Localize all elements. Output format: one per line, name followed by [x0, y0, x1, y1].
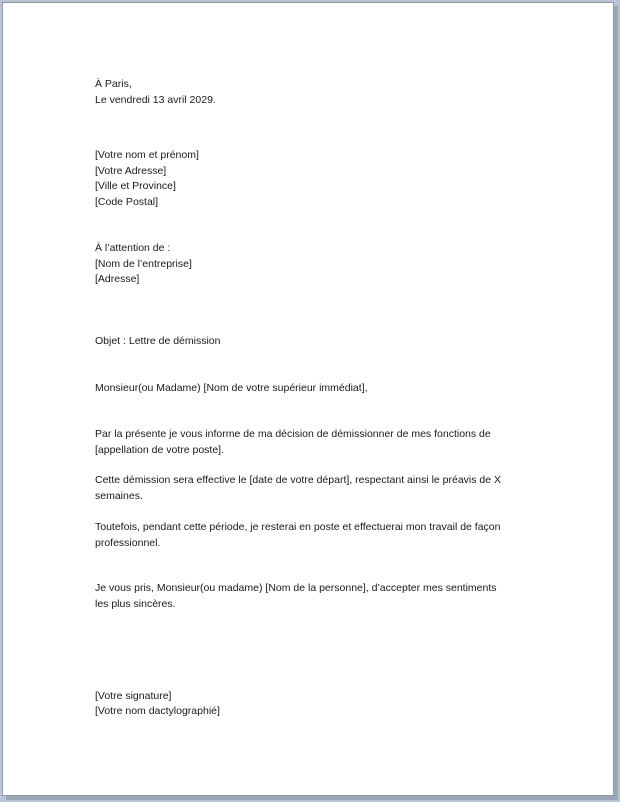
typed-name: [Votre nom dactylographié] — [95, 705, 220, 717]
sender-name: [Votre nom et prénom] — [95, 149, 199, 161]
recipient-attention: À l’attention de : — [95, 242, 171, 254]
sender-postal: [Code Postal] — [95, 196, 159, 208]
paragraph-1: Par la présente je vous informe de ma décision de démissionner de mes fonctions de [appellation de votre poste]. — [95, 428, 491, 456]
paragraph-2: Cette démission sera effective le [date de votre départ], respectant ainsi le préavis de X semaines. — [95, 474, 502, 502]
paragraph-3: Toutefois, pendant cette période, je resterai en poste et effectuerai mon travail de façon professionnel. — [95, 521, 501, 549]
recipient-company: [Nom de l’entreprise] — [95, 258, 192, 270]
page-shadow-bottom — [6, 796, 618, 800]
letter-subject: Objet : Lettre de démission — [95, 335, 221, 347]
sender-city: [Ville et Province] — [95, 180, 176, 192]
letter-place: À Paris, — [95, 78, 132, 90]
letter-salutation: Monsieur(ou Madame) [Nom de votre supérieur immédiat], — [95, 382, 368, 394]
recipient-address: [Adresse] — [95, 273, 140, 285]
letter-closing: Je vous pris, Monsieur(ou madame) [Nom de la personne], d’accepter mes sentiments les plus sincères. — [95, 582, 497, 610]
document-page — [2, 2, 614, 796]
sender-address: [Votre Adresse] — [95, 165, 167, 177]
signature-line: [Votre signature] — [95, 690, 172, 702]
letter-date: Le vendredi 13 avril 2029. — [95, 94, 216, 106]
page-shadow-right — [614, 6, 618, 800]
